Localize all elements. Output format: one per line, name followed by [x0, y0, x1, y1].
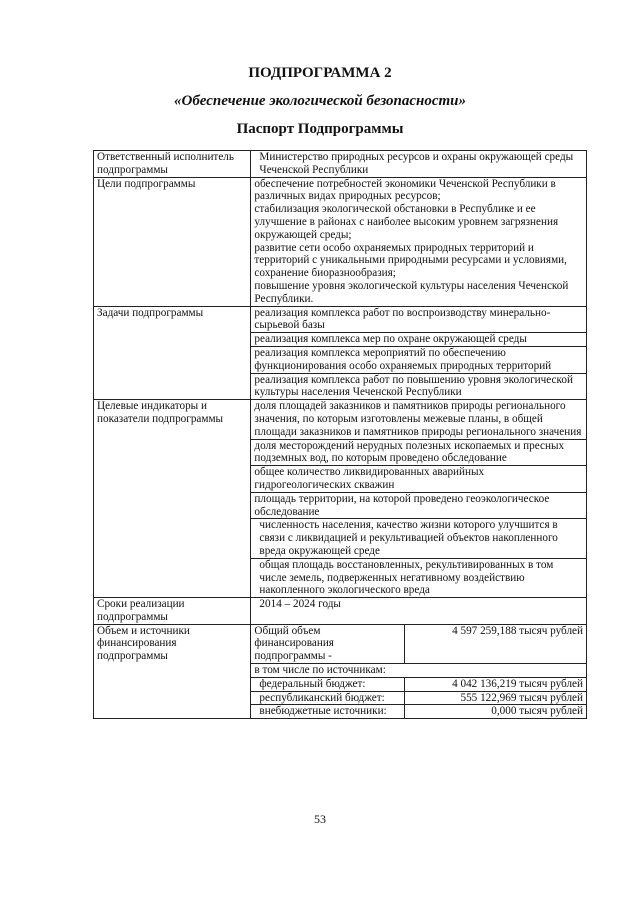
funding-source-value: 0,000 тысяч рублей: [404, 705, 586, 719]
label-goals: Цели подпрограммы: [94, 177, 251, 306]
indicator-item: доля площадей заказников и памятников природы регионального значения, по которым изготовлены межевые планы, в общей площади заказников и памятников природы регионального значения: [251, 400, 587, 439]
goal-item: повышение уровня экологической культуры населения Чеченской Республики.: [254, 279, 569, 305]
task-item: реализация комплекса мер по охране окружающей среды: [251, 333, 587, 347]
row-tasks: [94, 306, 587, 333]
label-terms: Сроки реализации подпрограммы: [94, 598, 251, 625]
funding-total-label: Общий объем финансирования подпрограммы -: [251, 624, 404, 663]
value-responsible: Министерство природных ресурсов и охраны окружающей среды Чеченской Республики: [251, 151, 587, 178]
goal-item: развитие сети особо охраняемых природных территорий и территорий с уникальными природными ресурсами и условиями, сохранение биоразнообразия;: [254, 241, 567, 280]
indicator-item: численность населения, качество жизни которого улучшится в связи с ликвидацией и рекультивацией объектов накопленного вреда окружающей среде: [251, 519, 587, 558]
indicator-item: площадь территории, на которой проведено геоэкологическое обследование: [251, 492, 587, 519]
label-responsible: Ответственный исполнитель подпрограммы: [94, 151, 251, 178]
subprogram-name: «Обеспечение экологической безопасности»: [173, 93, 467, 109]
goal-item: стабилизация экологической обстановки в Республике и ее улучшение в районах с наиболее высоким уровнем загрязнения окружающей среды;: [254, 203, 559, 241]
indicator-item: общая площадь восстановленных, рекультивированных в том числе земель, подверженных негативному воздействию накопленного экологического вреда: [251, 558, 587, 597]
row-responsible: [94, 151, 587, 178]
row-indicators: [94, 400, 587, 439]
value-terms: 2014 – 2024 годы: [251, 598, 587, 625]
indicator-item: общее количество ликвидированных аварийных гидрогеологических скважин: [251, 466, 587, 493]
funding-sources-label: в том числе по источникам:: [251, 664, 587, 678]
passport-title: Паспорт Подпрограммы: [236, 121, 404, 137]
row-goals: [94, 177, 587, 306]
task-item: реализация комплекса мероприятий по обеспечению функционирования особо охраняемых природных территорий: [251, 346, 587, 373]
label-funding: Объем и источники финансирования подпрограммы: [94, 624, 251, 719]
funding-source-label: внебюджетные источники:: [251, 705, 404, 719]
label-tasks: Задачи подпрограммы: [94, 306, 251, 400]
value-goals: [251, 177, 587, 306]
task-item: реализация комплекса работ по воспроизводству минерально-сырьевой базы: [251, 306, 587, 333]
row-funding: [94, 624, 587, 663]
funding-source-value: 555 122,969 тысяч рублей: [404, 691, 586, 705]
funding-source-label: федеральный бюджет:: [251, 677, 404, 691]
row-terms: [94, 598, 587, 625]
goal-item: обеспечение потребностей экономики Чеченской Республики в различных видах природных ресурсов;: [254, 177, 556, 203]
funding-source-value: 4 042 136,219 тысяч рублей: [404, 677, 586, 691]
funding-source-label: республиканский бюджет:: [251, 691, 404, 705]
label-indicators: Целевые индикаторы и показатели подпрограммы: [94, 400, 251, 598]
page-number: 53: [314, 812, 326, 826]
passport-table: [93, 150, 587, 719]
subprogram-title: ПОДПРОГРАММА 2: [248, 65, 392, 81]
funding-total-value: 4 597 259,188 тысяч рублей: [404, 624, 586, 663]
task-item: реализация комплекса работ по повышению уровня экологической культуры населения Чеченской Республики: [251, 373, 587, 400]
indicator-item: доля месторождений нерудных полезных ископаемых и пресных подземных вод, по которым проведено обследование: [251, 439, 587, 466]
